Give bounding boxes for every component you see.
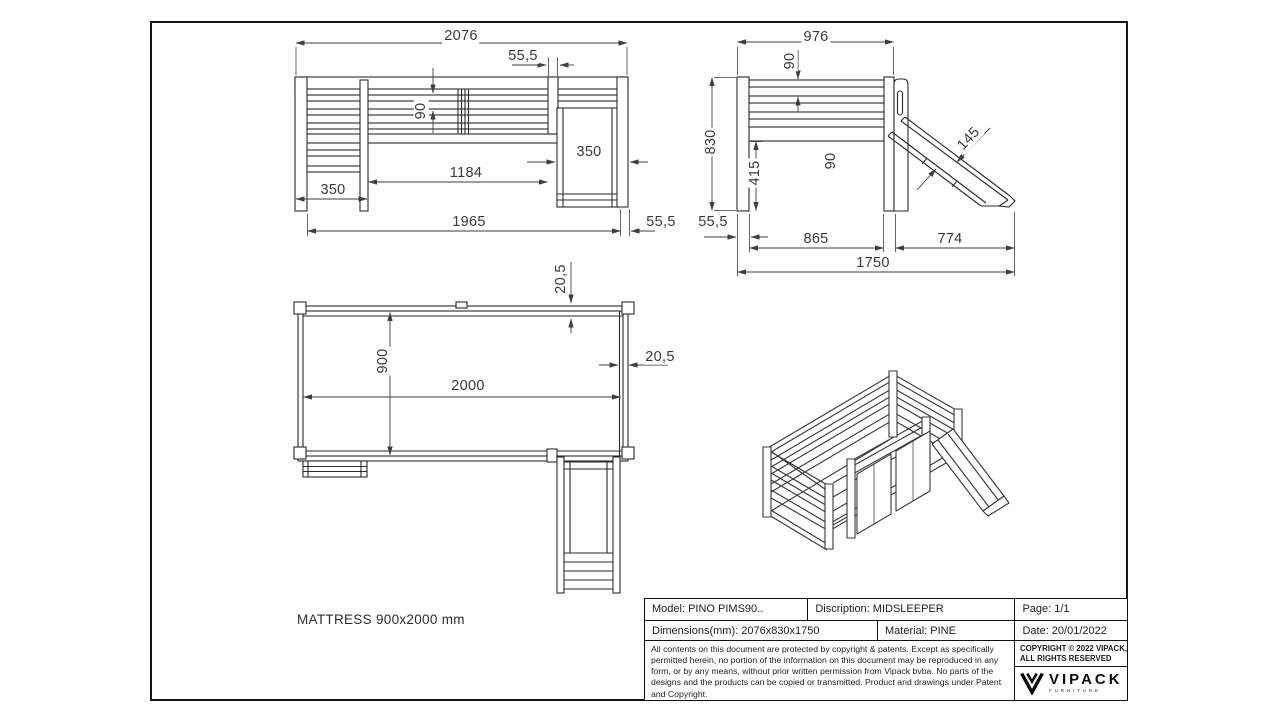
date-cell: Date: 20/01/2022 [1022, 624, 1107, 637]
dim-label-side-total-depth: 1750 [856, 254, 890, 271]
copyright-line-1: COPYRIGHT © 2022 VIPACK, [1020, 643, 1127, 653]
page-cell: Page: 1/1 [1022, 603, 1070, 615]
dim-label-top-mattress-length: 2000 [451, 377, 485, 394]
title-block-row-2 [645, 621, 1127, 641]
dim-label-front-platform-width: 350 [576, 143, 602, 160]
dimensions-cell: Dimensions(mm): 2076x830x1750 [645, 621, 878, 640]
copyright-column [1015, 641, 1127, 700]
brand-name: VIPACK [1049, 671, 1123, 689]
brand-subtitle: FURNITURE [1049, 688, 1101, 694]
description-cell: Discription: MIDSLEEPER [808, 599, 1015, 620]
dim-label-front-total-width: 2076 [444, 27, 478, 44]
dim-label-top-edge-thickness: 20,5 [552, 264, 569, 294]
dim-label-side-frame-depth: 865 [803, 230, 829, 247]
dim-label-top-mattress-width: 900 [374, 348, 391, 374]
title-block-row-1 [645, 599, 1127, 621]
dim-label-front-ladder-width: 350 [320, 181, 346, 198]
dim-label-side-post-depth: 55,5 [698, 213, 728, 230]
mattress-note: MATTRESS 900x2000 mm [297, 612, 465, 627]
vipack-logo [1015, 667, 1127, 700]
model-cell: Model: PINO PIMS90.. [645, 599, 808, 620]
dim-label-side-slat-gap: 90 [781, 52, 798, 70]
dim-label-front-right-offset: 55,5 [646, 213, 676, 230]
copyright-line-2: ALL RIGHTS RESERVED [1020, 654, 1112, 664]
vipack-logo-text [1049, 672, 1123, 694]
dim-label-front-base-width: 1965 [452, 213, 486, 230]
dim-label-side-slide-reach: 774 [937, 230, 963, 247]
dim-label-top-side-thickness: 20,5 [645, 348, 675, 365]
copyright-text [1015, 641, 1127, 667]
dim-label-side-height: 830 [702, 129, 719, 155]
isometric-view-linework [763, 371, 1009, 550]
title-block [644, 598, 1128, 701]
dim-label-side-base-height: 90 [822, 152, 839, 170]
dim-label-front-top-gap: 55,5 [508, 47, 538, 64]
dim-label-side-clearance: 415 [746, 160, 763, 186]
dim-label-side-slide-width: 145 [954, 124, 984, 154]
dim-label-front-rail-height: 90 [412, 102, 429, 120]
top-view-linework [294, 302, 634, 593]
material-cell: Material: PINE [878, 621, 1015, 640]
vipack-logo-icon [1019, 671, 1045, 695]
title-block-row-3 [645, 641, 1127, 700]
dim-label-side-depth: 976 [803, 28, 829, 45]
dim-label-front-inner-width: 1184 [449, 164, 483, 181]
legal-text: All contents on this document are protected by copyright & patents. Except as specifically permitted herein, no portion of the information on this document may be reproduced in any form, or by any means, without prior written permission from Vipack bvba. No parts of the designs and the products can be copied or transmitted. Product and drawings under Patent and Copyright. [645, 641, 1015, 700]
